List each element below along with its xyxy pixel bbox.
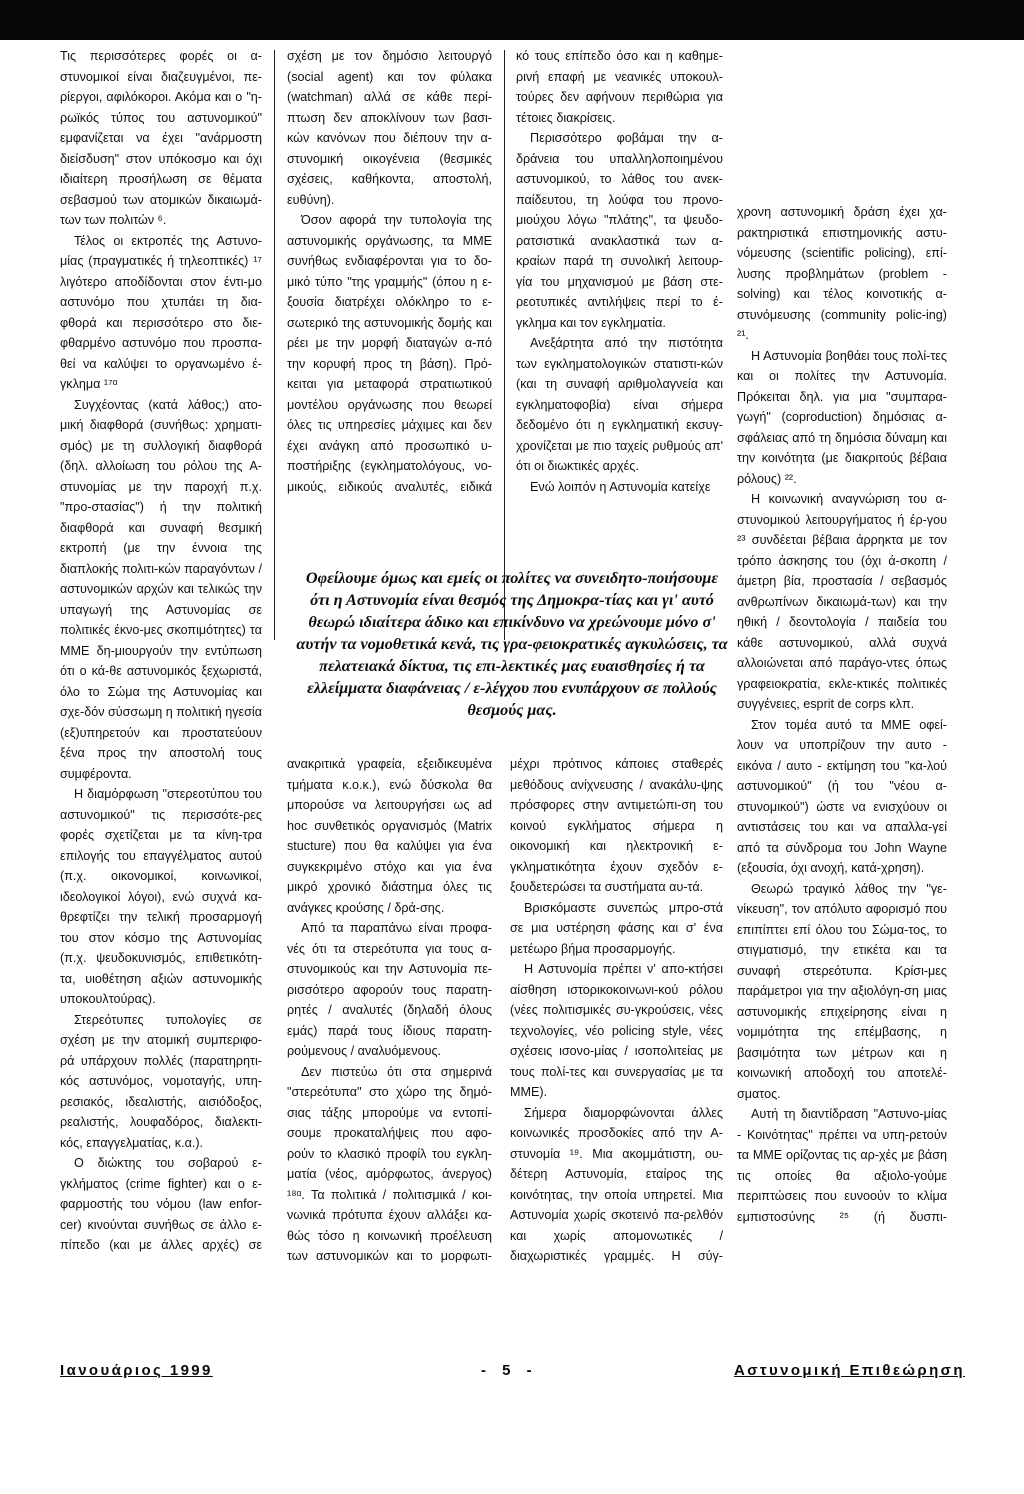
- paragraph: σχέση με τον δημόσιο λειτουργό (social agent) και τον φύλακα (watchman) αλλά σε κάθε περί-πτωση δεν αποκλίνουν των βασι-κών κανόνων που διέπουν την α-στυνομική οικογένεια (θεσμικές σχέσεις, καθήκοντα, αποστολή, ευθύνη).: [287, 49, 492, 207]
- paragraph: Η κοινωνική αναγνώριση του α-στυνομικού λειτουργήματος ή έρ-γου ²³ συνδέεται βέβαια άρρηκτα με τον τρόπο άσκησης του (όχι ά-σκοπη / άμετρη βία, προστασία / σεβασμός ανθρωπίνων δικαιωμά-των) και την ηθική / δεοντολογία / παιδεία του κάθε αστυνομικού, αλλά συχνά αλλοιώνεται από παράγο-ντες όπως γραφειοκρατία, εκλε-κτικές πολιτικές συγγένειες, esprit de corps κλπ.: [737, 492, 947, 711]
- paragraph: Βρισκόμαστε συνεπώς μπρο-στά σε μια υστέρηση φάσης και σ' ένα μετέωρο βήμα προσαρμογής.: [510, 900, 723, 956]
- column-divider: [504, 50, 505, 640]
- paragraph: χρονη αστυνομική δράση έχει χα-ρακτηριστικά επιστημονικής αστυ-νόμευσης (scientific policing), επί-λυσης προβλημάτων (problem - solving) και τέλος κοινοτικής α-στυνόμευσης (community polic-ing) ²¹.: [737, 205, 947, 342]
- text-column-6: [510, 754, 723, 1267]
- text-column-1: [60, 46, 262, 1256]
- top-dark-band: [0, 0, 1024, 40]
- paragraph: Ενώ λοιπόν η Αστυνομία κατείχε: [530, 479, 711, 494]
- footer-date: Ιανουάριος 1999: [60, 1362, 213, 1379]
- paragraph: Δεν πιστεύω ότι στα σημερινά "στερεότυπα" στο χώρο της δημό-σιας τάξης μπορούμε να εντοπί-σουμε προκαταλήψεις που αφο-ρούν το κλασικό προφίλ του εγκλη-ματία (νέος, αμόρφωτος, άνεργος) ¹⁸ᵅ. Τα πολιτικά / πολιτισμικά / κοι-νωνικά πρότυπα έχουν αλλάξει κα-θώς τόσο η κοινωνική προέλευση των αστυνομικών και το μορφωτι-: [287, 1064, 492, 1263]
- paragraph: Στον τομέα αυτό τα ΜΜΕ οφεί-λουν να υποπρίζουν την αυτο - εικόνα / αυτο - εκτίμηση του "κα-λού αστυνομικού" (ή του "νέου α-στυνομικού") ώστε να ενισχύουν οι αντιστάσεις του και να απαλλα-γεί από τα σύνδρομα του John Wayne (εξουσία, όχι ανοχή, κατά-χρηση).: [737, 717, 947, 875]
- paragraph: Τέλος οι εκτροπές της Αστυνο-μίας (πραγματικές ή τηλεοπτικές) ¹⁷ λιγότερο αποδίδονται στον έντι-μο αστυνόμο που χτυπάει τη δια-φθορά και περισσότερο στο διε-φθαρμένο αστυνόμο που προσπα-θεί να καλύψει το οργανωμένο έ-γκλημα ¹⁷ᵅ: [60, 233, 262, 391]
- text-column-3: [516, 46, 723, 497]
- footer-page-number: - 5 -: [481, 1362, 538, 1379]
- paragraph: Όσον αφορά την τυπολογία της αστυνομικής οργάνωσης, τα ΜΜΕ συνήθως ενδιαφέρονται για το δο-μικό τύπο "της γραμμής" (όπου η ε-ξουσία διατρέχει ολόκληρο το ε-σωτερικό της αστυνομικής δομής και ρέει με την μορφή διαταγών α-πό την κορυφή προς τη βάση). Πρό-κειται για μεταφορά στρατιωτικού μοντέλου οργάνωσης που θεωρεί όλες τις υπηρεσίες μάχιμες και δεν έχει ανάγκη από προσωπικό υ-ποστήριξης (εγκληματολόγους, νο-μικούς, ειδικούς αναλυτές, ειδικά: [287, 213, 492, 494]
- text-column-5: [287, 754, 492, 1267]
- paragraph: κό τους επίπεδο όσο και η καθημε-ρινή επαφή με νεανικές υποκουλ-τούρες δεν αφήνουν περιθώρια για τέτοιες διακρίσεις.: [516, 49, 723, 125]
- paragraph: Η διαμόρφωση "στερεοτύπου του αστυνομικού" τις περισσότε-ρες φορές σχετίζεται με τα κίνη-τρα επιλογής του επαγγέλματος αυτού (π.χ. οικονομικοί, κοινωνικοί, ιδεολογικοί λόγοι), ενώ συχνά κα-θρεφτίζει την τελική προσαρμογή του στον κόσμο της Αστυνομίας (π.χ. ψευδοκυνισμός, επιθετικότη-τα, υιοθέτηση αξιών αστυνομικής υποκουλτούρας).: [60, 787, 262, 1006]
- paragraph: Σήμερα διαμορφώνονται άλλες κοινωνικές προσδοκίες από την Α-στυνομία ¹⁹. Μια ακομμάτιστη, ου-δέτερη Αστυνομία, εταίρος της κοινότητας, την οποία υπηρετεί. Μια Αστυνομία χωρίς σκοτεινό πα-ρελθόν και χωρίς απομονωτικές / διαχωριστικές γραμμές. Η σύγ-: [510, 1105, 723, 1263]
- paragraph: Θεωρώ τραγικό λάθος την "γε-νίκευση", τον απόλυτο αφορισμό που επιπίπτει επί όλου του Σώμα-τος, το στιγματισμό, την ετικέτα και τα συναφή στερεότυπα. Κρίσι-μες παράμετροι για την αξιολόγη-ση μιας αστυνομικής επιχείρησης είναι η νομιμότητα της επέμβασης, η βασιμότητα των μέτρων και η κοινωνική αποδοχή του αποτελέ-σματος.: [737, 881, 947, 1101]
- paragraph: Η Αστυνομία βοηθάει τους πολί-τες και οι πολίτες την Αστυνομία. Πρόκειται δηλ. για μια "συμπαρα-γωγή" (coproduction) δημόσιας α-σφάλειας από τη δημόσια δύναμη και την κοινότητα (με διακριτούς βέβαια ρόλους) ²².: [737, 348, 947, 486]
- paragraph: Η Αστυνομία πρέπει ν' απο-κτήσει αίσθηση ιστορικοκοινωνι-κού ρόλου (νέες πολιτισμικές συ-γκρούσεις, νέες τεχνολογίες, νέο policing style, νέες σχέσεις ισονο-μίας / ισοπολιτείας με τους πολί-τες και συνεργασίας με τα ΜΜΕ).: [510, 962, 723, 1099]
- paragraph: Τις περισσότερες φορές οι α-στυνομικοί είναι διαζευγμένοι, πε-ρίεργοι, αφιλόκοροι. Ακόμα και ο "η-ρωϊκός τύπος του αστυνομικού" εμφανίζεται να έχει "ανάρμοστη διείσδυση" στον υπόκοσμο και όχι ιδιαίτερη προσήλωση σε θέματα σεβασμού των ατομικών δικαιωμά-των των πολιτών ⁶.: [60, 49, 262, 227]
- paragraph: Αυτή τη διαντίδραση "Αστυνο-μίας - Κοινότητας" πρέπει να υπη-ρετούν τα ΜΜΕ ορίζοντας τις αρ-χές με βάση τις οποίες θα αξιολο-γούμε περιπτώσεις που ευνοούν το κλίμα εμπιστοσύνης ²⁵ (ή δυσπι-: [737, 1107, 947, 1224]
- paragraph: Από τα παραπάνω είναι προφα-νές ότι τα στερεότυπα για τους α-στυνομικούς και την Αστυνομία πε-ρισσότερο αφορούν τους παρατη-ρητές / αναλυτές (δηλαδή όλους εμάς) παρά τους ίδιους παρατη-ρούμενους / αναλυόμενους.: [287, 921, 492, 1058]
- footer-journal-title: Αστυνομική Επιθεώρηση: [734, 1362, 965, 1379]
- text-column-4: [737, 202, 947, 1227]
- column-divider: [274, 50, 275, 640]
- paragraph: Ο διώκτης του σοβαρού ε-γκλήματος (crime fighter) και ο ε-φαρμοστής του νόμου (law enfor-cer) κινούνται συνήθως σε άλλο ε-πίπεδο (και με άλλες αρχές) σε: [60, 1156, 262, 1252]
- pull-quote: Οφείλουμε όμως και εμείς οι πολίτες να συνειδητο-ποιήσουμε ότι η Αστυνομία είναι θεσμός της Δημοκρα-τίας και γι' αυτό θεωρώ ιδιαίτερα άδικο και επικίνδυνο να χρεώνουμε μόνο σ' αυτήν τα νομοθετικά κενά, τις γρα-φειοκρατικές αγκυλώσεις, τα πελατειακά δίκτυα, τις επι-λεκτικές μας ευαισθησίες ή τα ελλείμματα διαφάνειας / ε-λέγχου που ενυπάρχουν σε πολλούς θεσμούς μας.: [296, 569, 728, 719]
- paragraph: ανακριτικά γραφεία, εξειδικευμένα τμήματα κ.ο.κ.), ενώ δύσκολα θα μπορούσε να λειτουργήσει ως ad hoc συνθετικός οργανισμός (Matrix stucture) που θα καλύψει για ένα συγκεκριμένο στόχο και για ένα μικρό χρονικό διάστημα όλες τις ανάγκες κρούσης / δρά-σης.: [287, 757, 492, 915]
- paragraph: Συγχέοντας (κατά λάθος;) ατο-μική διαφθορά (συνήθως: χρηματι-σμός) με τη συλλογική διαφθορά (δηλ. αλλοίωση του ρόλου της Α-στυνομίας με την παροχή π.χ. "προ-στασίας") ή την πολιτική διαφθορά και συναφή θεσμική εκτροπή (με την έννοια της διαπλοκής πολιτι-κών παραγόντων / αστυνομικών αρχών και τελικώς την υπαγωγή της Αστυνομίας σε πολιτικές έκνο-μες σκοπιμότητες) τα ΜΜΕ δη-μιουργούν την εντύπωση ότι ο κά-θε αστυνομικός ξεχωριστά, όλο το Σώμα της Αστυνομίας και σχε-δόν σύσσωμη η πολιτική ηγεσία (εξ)υπηρετούν και προστατεύουν ξένα προς την αποστολή τους συμφέροντα.: [60, 397, 263, 781]
- paragraph: Ανεξάρτητα από την πιστότητα των εγκληματολογικών στατιστι-κών (και τη συναφή αριθμολαγνεία και εγκληματοφοβία) είναι σήμερα δεδομένο ότι η εγκληματική εκσυγ-χρονίζεται με πιο ταχείς ρυθμούς απ' ότι οι διωκτικές αρχές.: [516, 336, 723, 473]
- paragraph: Στερεότυπες τυπολογίες σε σχέση με την ατομική συμπεριφο-ρά υπάρχουν πολλές (παρατηρητι-κός αστυνόμος, νομοταγής, υπη-ρεσιακός, ιδεαλιστής, αισιόδοξος, ρεαλιστής, λουφαδόρος, διαλεκτι-κός, επαγγελματίας, κ.α.).: [60, 1012, 262, 1150]
- paragraph: μέχρι πρότινος κάποιες σταθερές μεθόδους ανίχνευσης / ανακάλυ-ψης πρόσφορες στην αντιμετώπι-ση του κοινού εγκλήματος σήμερα η οικονομική και ηλεκτρονική ε-γκληματικότητα έχουν σχεδόν ε-ξουδετερώσει τα συστήματα αυ-τά.: [510, 757, 723, 894]
- paragraph: Περισσότερο φοβάμαι την α-δράνεια του υπαλληλοποιημένου αστυνομικού, το λάθος του ανεκ-παίδευτου, τη λούφα του προνο-μιούχου λόγω "πλάτης", τα ψευδο-ρατσιστικά ανακλαστικά των α-κραίων παρά τη συνολική λειτουρ-γία του μηχανισμού με βάση στε-ρεοτυπικές αντιλήψεις περί το έ-γκλημα και τον εγκληματία.: [516, 131, 723, 330]
- text-column-2: [287, 46, 492, 497]
